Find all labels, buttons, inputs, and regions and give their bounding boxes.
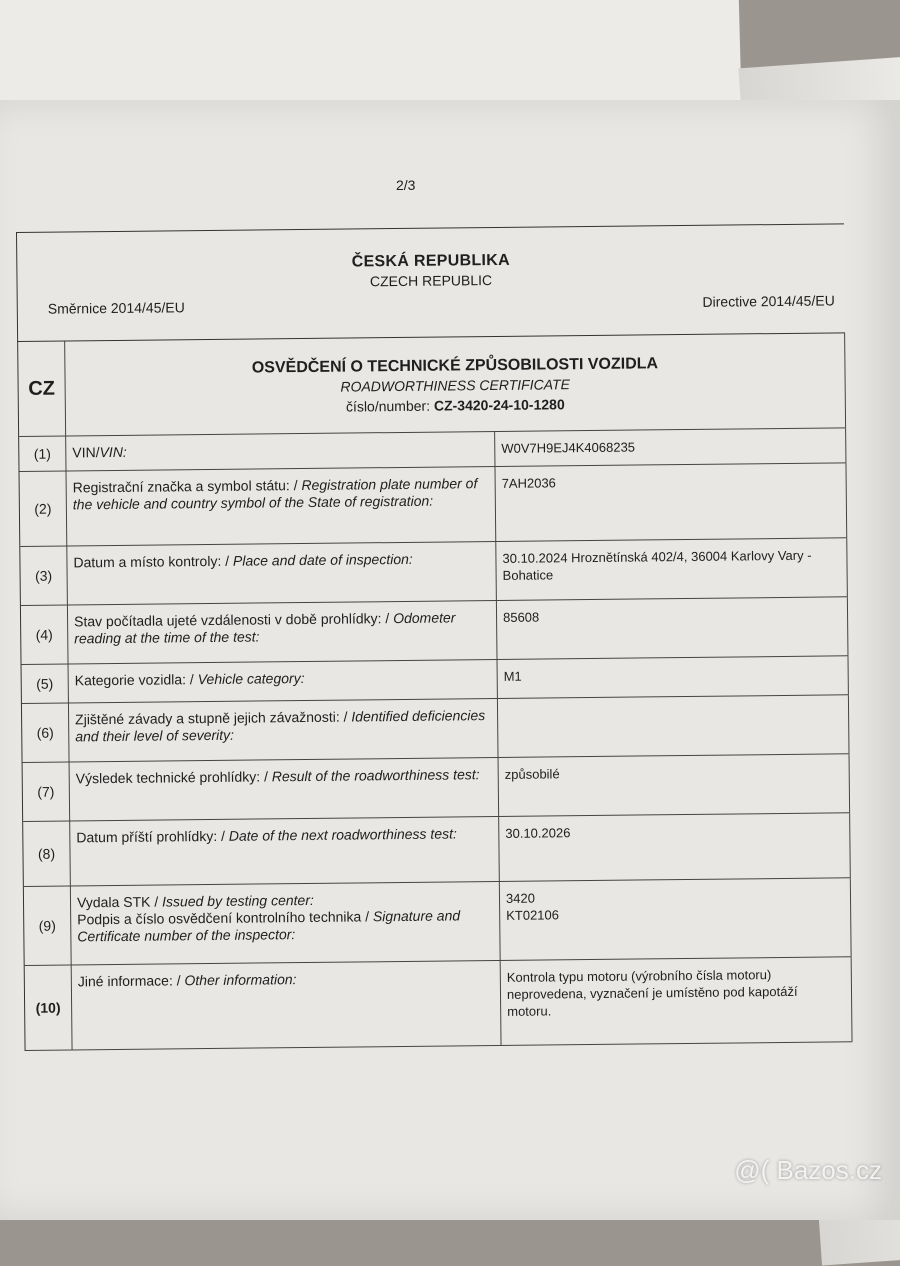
testing-center-number: 3420 — [505, 890, 536, 906]
row-value: 7AH2036 — [495, 463, 847, 541]
row-value: 85608 — [497, 597, 849, 659]
table-row — [21, 597, 849, 665]
table-row — [22, 695, 850, 763]
row-label: Jiné informace: / Other information: — [72, 961, 502, 1049]
row-number: (6) — [22, 703, 70, 761]
row-value — [500, 878, 852, 960]
row-label: Kategorie vozidla: / Vehicle category: — [69, 660, 498, 702]
certificate-sheet — [16, 223, 853, 1072]
row-value: 30.10.2026 — [499, 813, 851, 881]
row-label: Stav počítadla ujeté vzdálenosti v době prohlídky: / Odometer reading at the time of the test: — [68, 601, 498, 663]
row-number: (9) — [24, 886, 72, 964]
row-label: Výsledek technické prohlídky: / Result of the roadworthiness test: — [70, 758, 500, 820]
directive-en: Directive 2014/45/EU — [702, 292, 835, 310]
row-number: (7) — [23, 762, 71, 820]
table-row — [25, 957, 853, 1051]
directive-cz: Směrnice 2014/45/EU — [47, 299, 185, 317]
row-number: (10) — [25, 965, 73, 1049]
row-number: (5) — [22, 664, 69, 702]
row-value: W0V7H9EJ4K4068235 — [495, 428, 846, 466]
row-value — [498, 695, 850, 757]
title-cell — [65, 333, 846, 435]
table-row — [23, 754, 851, 822]
row-label: Zjištěné závady a stupně jejich závažnosti: / Identified deficiencies and their level of severity: — [69, 699, 499, 761]
certificate-number: CZ-3420-24-10-1280 — [433, 396, 565, 414]
table-row — [20, 463, 848, 547]
certificate-number-label: číslo/number: — [345, 397, 431, 415]
certificate-title-en: ROADWORTHINESS CERTIFICATE — [340, 376, 570, 395]
row-value: M1 — [498, 656, 849, 698]
country-block — [17, 248, 844, 293]
row-label: Vydala STK / Issued by testing center: Podpis a číslo osvědčení kontrolního technika / Signature and Certificate number of the inspector: — [71, 882, 501, 964]
row-value: 30.10.2024 Hroznětínská 402/4, 36004 Karlovy Vary - Bohatice — [496, 538, 848, 600]
country-name-en: CZECH REPUBLIC — [369, 272, 493, 290]
inspector-certificate-number: KT02106 — [506, 907, 560, 923]
row-label: Datum příští prohlídky: / Date of the next roadworthiness test: — [70, 817, 500, 885]
row-value: způsobilé — [499, 754, 851, 816]
row-label: VIN/VIN: — [66, 432, 495, 470]
table-row — [24, 878, 852, 966]
row-number: (4) — [21, 605, 69, 663]
row-number: (1) — [19, 436, 66, 470]
row-value: Kontrola typu motoru (výrobního čísla motoru) neprovedena, vyznačení je umístěno pod kapotáží motoru. — [501, 957, 853, 1045]
certificate-title-cz: OSVĚDČENÍ O TECHNICKÉ ZPŮSOBILOSTI VOZIDLA — [251, 355, 659, 377]
table-row — [20, 538, 848, 606]
certificate-table — [17, 332, 852, 1051]
certificate-header — [16, 223, 845, 341]
page-number: 2/3 — [396, 177, 416, 193]
title-row — [18, 333, 846, 437]
row-number: (2) — [20, 471, 68, 545]
certificate-number-line — [66, 393, 845, 417]
country-code: CZ — [18, 341, 66, 435]
bazos-watermark: @( Bazos.cz — [734, 1155, 882, 1185]
row-number: (8) — [23, 821, 71, 885]
row-label: Registrační značka a symbol státu: / Registration plate number of the vehicle and country symbol of the State of registration: — [67, 467, 497, 545]
row-label: Datum a místo kontroly: / Place and date of inspection: — [67, 542, 497, 604]
table-row — [23, 813, 851, 887]
country-name-cz: ČESKÁ REPUBLIKA — [351, 251, 511, 271]
row-number: (3) — [20, 546, 68, 604]
